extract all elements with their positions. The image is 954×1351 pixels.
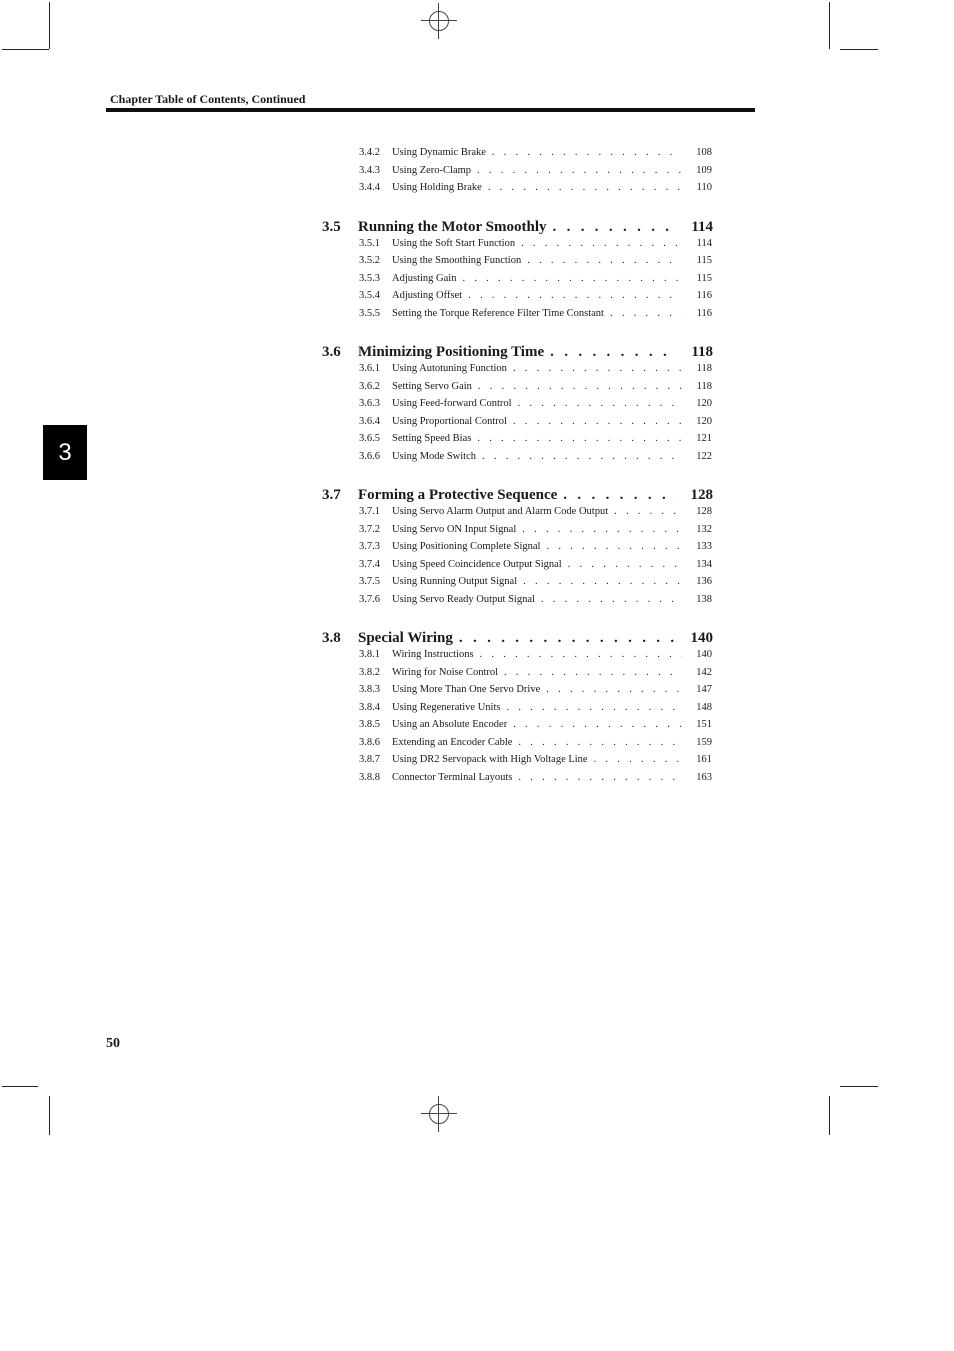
section-title: Forming a Protective Sequence <box>358 487 558 503</box>
dot-leader <box>480 646 682 664</box>
entry-page: 121 <box>696 433 712 444</box>
dot-leader <box>594 751 682 769</box>
section-number: 3.6 <box>322 344 341 360</box>
toc-entry[interactable] <box>320 252 720 270</box>
entry-number: 3.8.7 <box>359 754 380 765</box>
dot-leader <box>518 395 682 413</box>
dot-leader <box>477 162 682 180</box>
crop-mark-bottom-left-v <box>49 1096 50 1135</box>
toc-entry[interactable] <box>320 305 720 323</box>
toc-entry[interactable] <box>320 430 720 448</box>
crop-mark-top-left-v <box>49 2 50 49</box>
entry-title: Using Proportional Control <box>392 415 507 427</box>
entry-title: Using Holding Brake <box>392 182 482 193</box>
entry-title: Using Feed-forward Control <box>392 398 512 409</box>
dot-leader <box>477 430 682 448</box>
entry-page: 120 <box>696 415 712 427</box>
entry-page: 116 <box>696 307 712 319</box>
toc-entry[interactable] <box>320 503 720 521</box>
entry-number: 3.8.1 <box>359 649 380 660</box>
dot-leader <box>504 664 682 682</box>
entry-number: 3.5.4 <box>359 290 380 301</box>
entry-page: 118 <box>696 363 712 374</box>
crop-mark-top-right-v <box>829 2 830 49</box>
entry-page: 138 <box>696 593 712 605</box>
entry-number: 3.8.5 <box>359 719 380 730</box>
entry-title: Using Servo ON Input Signal <box>392 523 517 535</box>
entry-title: Using Speed Coincidence Output Signal <box>392 558 562 570</box>
toc-entry[interactable] <box>320 270 720 288</box>
entry-number: 3.6.4 <box>359 415 380 427</box>
toc-section-3-7 <box>320 485 720 608</box>
section-page: 128 <box>690 487 713 503</box>
section-number: 3.5 <box>322 218 341 235</box>
entry-number: 3.6.5 <box>359 433 380 444</box>
entry-page: 148 <box>696 701 712 713</box>
entry-number: 3.5.2 <box>359 255 380 266</box>
chapter-tab <box>43 425 87 480</box>
crop-mark-top-right-h <box>840 49 878 50</box>
dot-leader <box>488 179 682 197</box>
entry-number: 3.7.4 <box>359 558 380 570</box>
dot-leader <box>459 628 677 648</box>
chapter-tab-label: 3 <box>58 438 72 466</box>
toc-entry[interactable] <box>320 556 720 574</box>
section-page: 140 <box>690 630 713 646</box>
entry-number: 3.5.1 <box>359 237 380 249</box>
toc-entry[interactable] <box>320 538 720 556</box>
dot-leader <box>614 503 682 521</box>
toc-entry[interactable] <box>320 378 720 396</box>
entry-page: 132 <box>696 523 712 535</box>
toc-entry[interactable] <box>320 664 720 682</box>
toc-section-3-6 <box>320 342 720 465</box>
entry-number: 3.6.1 <box>359 363 380 374</box>
toc-entry[interactable] <box>320 646 720 664</box>
entry-number: 3.8.3 <box>359 684 380 695</box>
toc-entry[interactable] <box>320 716 720 734</box>
toc-entry[interactable] <box>320 591 720 609</box>
toc-entry[interactable] <box>320 162 720 180</box>
entry-number: 3.6.6 <box>359 450 380 462</box>
registration-mark-bottom <box>421 1096 457 1132</box>
crop-mark-top-left-h <box>2 49 49 50</box>
toc-entry[interactable] <box>320 360 720 378</box>
toc-entry[interactable] <box>320 681 720 699</box>
page-number: 50 <box>106 1036 120 1051</box>
running-header-title: Chapter Table of Contents, Continued <box>110 92 306 106</box>
entry-page: 142 <box>696 666 712 678</box>
entry-title: Extending an Encoder Cable <box>392 736 513 748</box>
entry-page: 136 <box>696 576 712 587</box>
entry-number: 3.6.2 <box>359 380 380 392</box>
entry-page: 161 <box>696 754 712 765</box>
entry-number: 3.8.4 <box>359 701 380 713</box>
dot-leader <box>492 144 682 162</box>
entry-title: Using Running Output Signal <box>392 576 518 587</box>
dot-leader <box>478 378 682 396</box>
dot-leader <box>522 521 682 539</box>
dot-leader <box>541 591 682 609</box>
entry-page: 114 <box>696 237 712 249</box>
entry-page: 108 <box>696 147 712 158</box>
dot-leader <box>462 270 682 288</box>
entry-number: 3.8.2 <box>359 666 380 678</box>
toc-entry[interactable] <box>320 179 720 197</box>
entry-number: 3.5.5 <box>359 307 380 319</box>
toc-entry[interactable] <box>320 769 720 787</box>
crop-mark-bottom-left-h <box>2 1086 38 1087</box>
section-heading[interactable] <box>320 217 720 237</box>
entry-page: 151 <box>696 719 712 730</box>
registration-mark-top <box>421 3 457 39</box>
entry-title: Adjusting Gain <box>392 272 457 284</box>
crop-mark-bottom-right-v <box>829 1096 830 1135</box>
entry-page: 109 <box>696 164 712 176</box>
dot-leader <box>553 217 678 237</box>
entry-title: Using the Smoothing Function <box>392 255 522 266</box>
toc-section-3-8 <box>320 628 720 786</box>
toc-entry[interactable] <box>320 573 720 591</box>
crop-mark-bottom-right-h <box>840 1086 878 1087</box>
entry-title: Using the Soft Start Function <box>392 237 516 249</box>
entry-title: Adjusting Offset <box>392 290 463 301</box>
toc-entry[interactable] <box>320 734 720 752</box>
entry-page: 140 <box>696 649 712 660</box>
entry-number: 3.8.6 <box>359 736 380 748</box>
dot-leader <box>610 305 682 323</box>
entry-page: 134 <box>696 558 712 570</box>
dot-leader <box>468 287 682 305</box>
entry-title: Setting the Torque Reference Filter Time Constant <box>392 307 604 319</box>
dot-leader <box>546 681 682 699</box>
toc-entry[interactable] <box>320 413 720 431</box>
dot-leader <box>513 360 682 378</box>
dot-leader <box>513 413 682 431</box>
entry-title: Wiring for Noise Control <box>392 666 499 678</box>
section-page: 114 <box>691 218 713 235</box>
toc-continued-entries <box>320 144 720 197</box>
entry-page: 115 <box>696 272 712 284</box>
section-heading[interactable] <box>320 628 720 648</box>
entry-page: 115 <box>696 255 712 266</box>
entry-number: 3.4.3 <box>359 164 380 176</box>
entry-page: 147 <box>696 684 712 695</box>
dot-leader <box>527 252 682 270</box>
entry-title: Using Servo Ready Output Signal <box>392 593 535 605</box>
entry-title: Using Zero-Clamp <box>392 164 472 176</box>
entry-title: Using Regenerative Units <box>392 701 501 713</box>
dot-leader <box>513 716 682 734</box>
toc-entry[interactable] <box>320 448 720 466</box>
entry-page: 120 <box>696 398 712 409</box>
dot-leader <box>518 769 682 787</box>
toc-entry[interactable] <box>320 521 720 539</box>
entry-page: 122 <box>696 450 712 462</box>
entry-title: Using DR2 Servopack with High Voltage Line <box>392 754 588 765</box>
entry-title: Using Autotuning Function <box>392 363 507 374</box>
entry-title: Setting Speed Bias <box>392 433 472 444</box>
dot-leader <box>506 699 682 717</box>
dot-leader <box>563 485 677 505</box>
entry-title: Connector Terminal Layouts <box>392 771 513 783</box>
entry-number: 3.7.1 <box>359 506 380 517</box>
entry-page: 116 <box>696 290 712 301</box>
entry-number: 3.7.6 <box>359 593 380 605</box>
entry-number: 3.8.8 <box>359 771 380 783</box>
section-number: 3.8 <box>322 630 341 646</box>
entry-title: Using Mode Switch <box>392 450 476 462</box>
entry-title: Using More Than One Servo Drive <box>392 684 541 695</box>
entry-page: 159 <box>696 736 712 748</box>
entry-number: 3.4.4 <box>359 182 380 193</box>
toc-entry[interactable] <box>320 395 720 413</box>
entry-title: Using an Absolute Encoder <box>392 719 508 730</box>
toc-entry[interactable] <box>320 699 720 717</box>
section-heading[interactable] <box>320 342 720 362</box>
entry-number: 3.5.3 <box>359 272 380 284</box>
toc-entry[interactable] <box>320 235 720 253</box>
entry-title: Using Positioning Complete Signal <box>392 541 541 552</box>
dot-leader <box>568 556 682 574</box>
toc-entry[interactable] <box>320 751 720 769</box>
entry-page: 163 <box>696 771 712 783</box>
section-title: Minimizing Positioning Time <box>358 344 545 360</box>
header-rule <box>106 108 755 112</box>
table-of-contents <box>320 144 720 806</box>
section-title: Running the Motor Smoothly <box>358 218 547 235</box>
dot-leader <box>518 734 682 752</box>
section-number: 3.7 <box>322 487 341 503</box>
section-heading[interactable] <box>320 485 720 505</box>
entry-title: Using Dynamic Brake <box>392 147 486 158</box>
dot-leader <box>482 448 682 466</box>
entry-number: 3.6.3 <box>359 398 380 409</box>
entry-number: 3.7.5 <box>359 576 380 587</box>
dot-leader <box>523 573 682 591</box>
entry-number: 3.7.3 <box>359 541 380 552</box>
entry-number: 3.7.2 <box>359 523 380 535</box>
toc-section-3-5 <box>320 217 720 323</box>
entry-title: Setting Servo Gain <box>392 380 472 392</box>
dot-leader <box>521 235 682 253</box>
entry-number: 3.4.2 <box>359 147 380 158</box>
section-title: Special Wiring <box>358 630 453 646</box>
entry-page: 110 <box>696 182 712 193</box>
toc-entry[interactable] <box>320 144 720 162</box>
entry-page: 128 <box>696 506 712 517</box>
entry-page: 133 <box>696 541 712 552</box>
entry-title: Wiring Instructions <box>392 649 474 660</box>
toc-entry[interactable] <box>320 287 720 305</box>
dot-leader <box>550 342 677 362</box>
section-page: 118 <box>691 344 713 360</box>
entry-title: Using Servo Alarm Output and Alarm Code Output <box>392 506 609 517</box>
entry-page: 118 <box>696 380 712 392</box>
dot-leader <box>546 538 682 556</box>
